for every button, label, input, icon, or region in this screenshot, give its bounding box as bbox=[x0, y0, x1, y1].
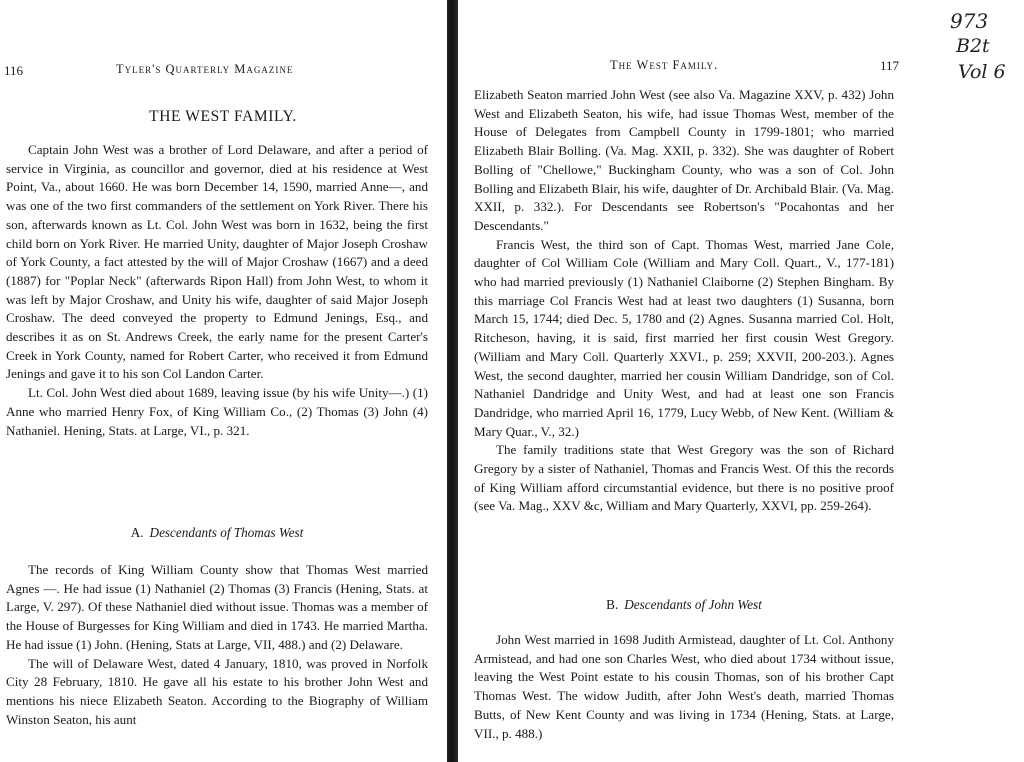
section-b-text bbox=[474, 631, 894, 743]
paragraph: John West married in 1698 Judith Armistead, daughter of Lt. Col. Anthony Armistead, and had one son Charles West, who died about 1734 without issue, leaving the West Point estate to his cousin Thomas, son of his brother Capt Thomas West. The widow Judith, after John West's death, married Thomas Butts, of New Kent County and was living in 1734 (Hening, Stats. at Large, VII., p. 488.) bbox=[474, 632, 894, 741]
running-head-right: The West Family. bbox=[610, 58, 719, 72]
page-number-left: 116 bbox=[4, 63, 24, 78]
paragraph: The will of Delaware West, dated 4 January, 1810, was proved in Norfolk City 28 February, 1810. He gave all his estate to his brother John West and mentions his niece Elizabeth Seaton. According to the Biography of William Winston Seaton, his aunt bbox=[6, 655, 428, 727]
left-page bbox=[0, 0, 446, 762]
right-page bbox=[462, 0, 1024, 762]
intro-text bbox=[6, 141, 428, 440]
handwritten-line: B2t bbox=[956, 35, 990, 57]
section-a-text bbox=[6, 561, 428, 729]
section-a-heading bbox=[6, 525, 428, 541]
paragraph: Elizabeth Seaton married John West (see also Va. Magazine XXV, p. 432) John West and Elizabeth Seaton, his wife, had issue Thomas West, member of the House of Delegates from Campbell County in 1799-1801; who married Elizabeth Blair Bolling. (Va. Mag. XXII, p. 332). She was daughter of Robert Bolling of "Chellowe," Buckingham County, who was a son of Col. John Bolling and Elizabeth Blair, his wife, daughter of Dr. Archibald Blair. (Va. Mag. XXII, p. 332.). For Descendants see Robertson's "Pocahontas and her Descendants." bbox=[474, 87, 894, 233]
continued-text bbox=[474, 86, 894, 516]
handwritten-line: Vol 6 bbox=[958, 61, 1006, 83]
paragraph: The records of King William County show that Thomas West married Agnes —. He had issue (1) Nathaniel (2) Thomas (3) Francis (Hening, Stats. at Large, V. 297). Of these Nathaniel died without issue. Thomas was a member of the House of Burgesses for King William and died in 1743. He married Martha. He had issue (1) John. (Hening, Stats at Large, VII, 488.) and (2) Delaware. bbox=[6, 562, 428, 652]
handwritten-call-number bbox=[944, 6, 1022, 86]
section-b-heading bbox=[474, 597, 894, 613]
handwritten-line: 973 bbox=[950, 9, 989, 33]
paragraph: Captain John West was a brother of Lord Delaware, and after a period of service in Virginia, as councillor and governor, died at his residence at West Point, Va., about 1660. He was born December 14, 1590, married Anne—, and was one of the two first commanders of the settlement on York River. There his son, afterwards known as Lt. Col. John West was born in 1632, being the first child born on York River. He married Unity, daughter of Major Joseph Croshaw of York County, a fact attested by the will of Major Croshaw (1667) and a deed (1887) for "Poplar Neck" (afterwards Ripon Hall) from John West, to whom it was left by Major Croshaw, and Unity his wife, daughter of said Major Joseph Croshaw. The deed conveyed the property to Edmund Jenings, Esq., and describes it as on St. Andrews Creek, the early name for the present Carter's Creek in York County, named for Robert Carter, who received it from Edmund Jenings and gave it to his son Col Landon Carter. bbox=[6, 142, 428, 382]
paragraph: The family traditions state that West Gregory was the son of Richard Gregory by a sister of Nathaniel, Thomas and Francis West. Of this the records of King William afford circumstantial evidence, but there is no positive proof (see Va. Mag., XXV &c, William and Mary Quarterly, XXVI, pp. 259-264). bbox=[474, 442, 894, 514]
section-a-title: Descendants of Thomas West bbox=[149, 525, 304, 540]
paragraph: Lt. Col. John West died about 1689, leaving issue (by his wife Unity—.) (1) Anne who married Henry Fox, of King William Co., (2) Thomas (3) John (4) Nathaniel. Hening, Stats. at Large, VI., p. 321. bbox=[6, 385, 428, 438]
section-b-label: B. bbox=[606, 597, 619, 612]
article-title: THE WEST FAMILY. bbox=[149, 108, 297, 125]
section-b-title: Descendants of John West bbox=[624, 597, 762, 612]
page-number-right: 117 bbox=[880, 58, 900, 73]
book-gutter bbox=[447, 0, 458, 762]
section-a-label: A. bbox=[130, 525, 144, 540]
running-head-left: Tyler's Quarterly Magazine bbox=[116, 62, 294, 76]
paragraph: Francis West, the third son of Capt. Thomas West, married Jane Cole, daughter of Col William Cole (William and Mary Coll. Quart., V., 177-181) who had married previously (1) Nathaniel Claiborne (2) Stephen Bingham. By this marriage Col Francis West had at least two daughters (1) Susanna, born March 15, 1744; died Dec. 5, 1780 and (2) Agnes. Susanna married Col. Holt, Ritcheson, having, it is said, first married her first cousin West Gregory. (William and Mary Coll. Quarterly XXVI., p. 259; XXVII, 200-203.). Agnes West, the second daughter, married her cousin William Dandridge, son of Col. Nathaniel Dandridge and Unity West, and had at least one son Francis Dandridge, who married April 16, 1779, Lucy Webb, of New Kent. (William & Mary Quar., V., 32.) bbox=[474, 236, 894, 439]
